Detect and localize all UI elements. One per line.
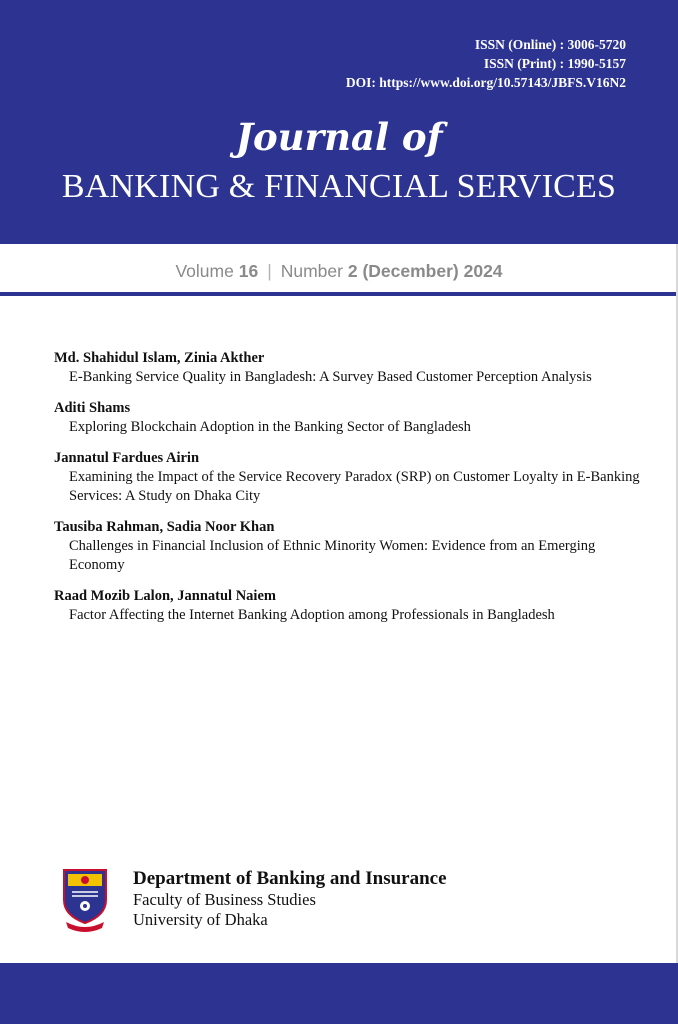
article-authors: Aditi Shams — [54, 400, 131, 416]
article-entry-3 — [54, 449, 654, 506]
university-of-dhaka-crest-icon — [58, 866, 112, 932]
number-value: 2 (December) 2024 — [347, 261, 503, 281]
department-name: Department of Banking and Insurance — [133, 868, 447, 889]
doi-text: DOI: https://www.doi.org/10.57143/JBFS.V16N2 — [345, 75, 626, 90]
cover-header-band — [0, 0, 678, 244]
article-title: Examining the Impact of the Service Recovery Paradox (SRP) on Customer Loyalty in E-Banking Services: A Study on Dhaka City — [69, 469, 640, 504]
issn-print: ISSN (Print) : 1990-5157 — [483, 56, 626, 71]
article-title: Exploring Blockchain Adoption in the Banking Sector of Bangladesh — [69, 419, 471, 435]
journal-title: BANKING & FINANCIAL SERVICES — [61, 168, 617, 205]
article-authors: Raad Mozib Lalon, Jannatul Naiem — [54, 588, 276, 604]
article-authors: Jannatul Fardues Airin — [54, 450, 200, 466]
university-name: University of Dhaka — [133, 910, 268, 929]
identifier-block — [346, 35, 626, 92]
article-title: Factor Affecting the Internet Banking Adoption among Professionals in Bangladesh — [69, 607, 555, 623]
article-entry-4 — [54, 518, 654, 575]
article-entry-1 — [54, 349, 654, 387]
volume-label: Volume — [175, 261, 234, 281]
article-entry-2 — [54, 399, 654, 437]
publisher-block — [133, 868, 447, 930]
issn-online: ISSN (Online) : 3006-5720 — [474, 37, 626, 52]
number-label: Number — [280, 261, 343, 281]
table-of-contents — [54, 349, 654, 637]
volume-number: 16 — [238, 261, 259, 281]
faculty-name: Faculty of Business Studies — [133, 890, 316, 909]
article-title: Challenges in Financial Inclusion of Ethnic Minority Women: Evidence from an Emerging Economy — [69, 538, 596, 573]
header-divider — [0, 292, 678, 296]
article-authors: Tausiba Rahman, Sadia Noor Khan — [54, 519, 275, 535]
article-entry-5 — [54, 587, 654, 625]
article-authors: Md. Shahidul Islam, Zinia Akther — [54, 350, 265, 366]
article-title: E-Banking Service Quality in Bangladesh: A Survey Based Customer Perception Analysis — [69, 369, 592, 385]
journal-of-heading: Journal of — [235, 115, 443, 159]
issue-separator: | — [267, 261, 272, 281]
issue-line — [0, 258, 678, 284]
cover-footer-band — [0, 963, 678, 1024]
